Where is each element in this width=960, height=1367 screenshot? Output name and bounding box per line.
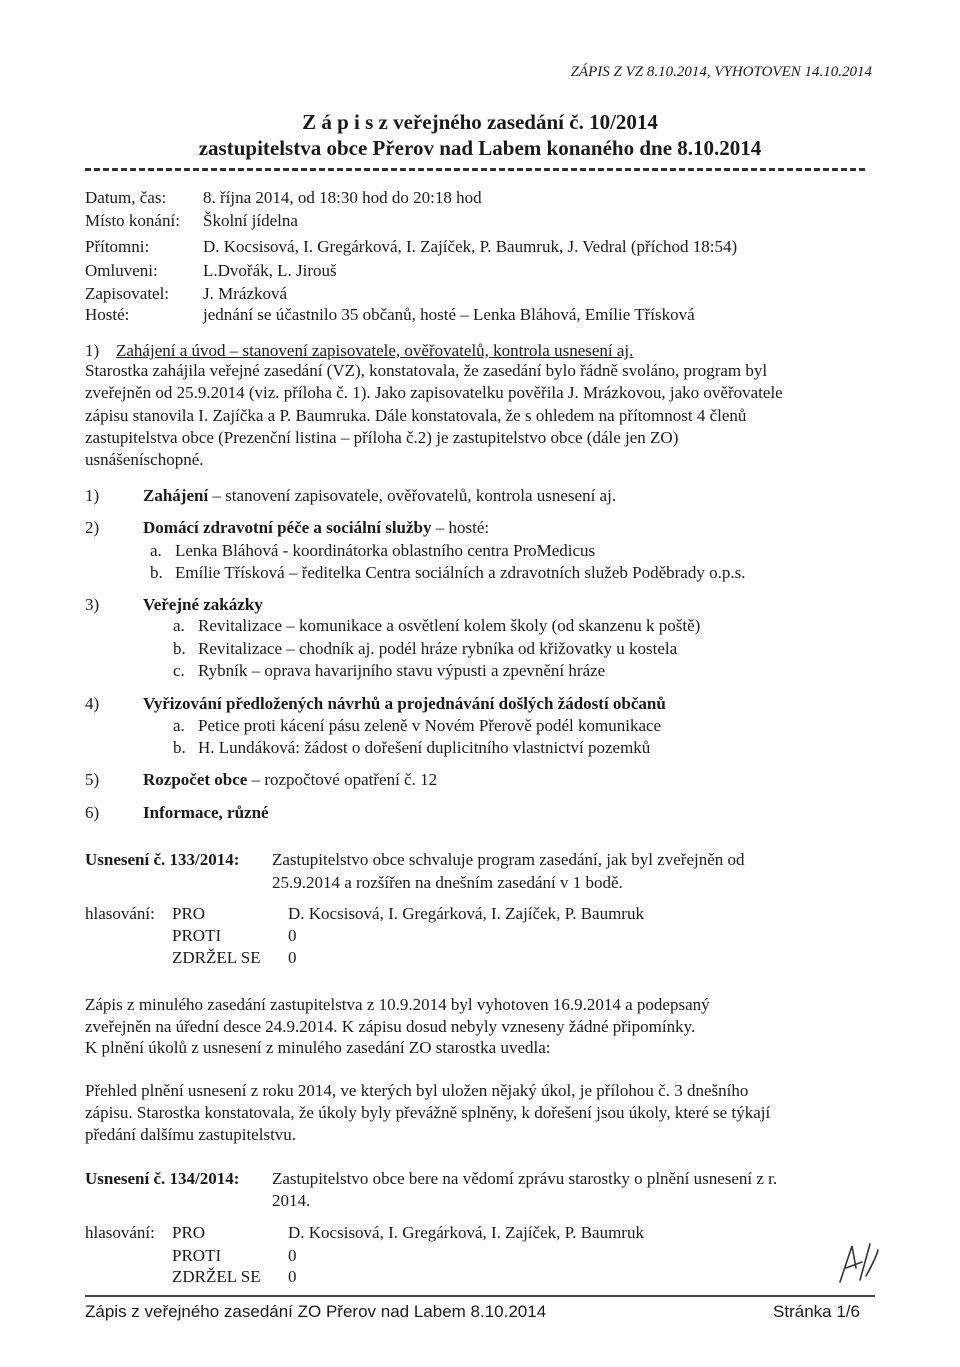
title-divider [85,168,865,171]
misto-label: Místo konání: [85,211,180,230]
sub-letter: a. [150,541,162,560]
sub-item: Petice proti kácení pásu zeleně v Novém Přerově podél komunikace [198,716,662,735]
program-item-number: 2) [85,518,100,537]
vote-label: hlasování: [85,1223,155,1242]
vote-zdrzel-label: ZDRŽEL SE [172,948,261,967]
pritomni-label: Přítomni: [85,237,150,256]
intro-number: 1) [85,341,100,360]
intro-line-5: usnášeníschopné. [85,450,204,469]
sub-item: Revitalizace – komunikace a osvětlení kolem školy (od skanzenu k poště) [198,616,701,635]
intro-line-1: Starostka zahájila veřejné zasedání (VZ), konstatovala, že zasedání bylo řádně svoláno, program byl [85,361,768,380]
sub-item: H. Lundáková: žádost o dořešení duplicitního vlastnictví pozemků [198,738,651,757]
vote-label: hlasování: [85,904,155,923]
pritomni-value: D. Kocsisová, I. Gregárková, I. Zajíček, P. Baumruk, J. Vedral (příchod 18:54) [203,237,738,256]
header-note: ZÁPIS Z VZ 8.10.2014, VYHOTOVEN 14.10.2014 [570,64,872,80]
vote-proti-label: PROTI [172,1246,222,1265]
vote-zdrzel-value: 0 [288,948,297,967]
datum-value: 8. října 2014, od 18:30 hod do 20:18 hod [203,188,482,207]
footer-title: Zápis z veřejného zasedání ZO Přerov nad Labem 8.10.2014 [85,1302,547,1321]
program-item-number: 6) [85,803,100,822]
vote-zdrzel-value: 0 [288,1267,297,1286]
intro-heading: Zahájení a úvod – stanovení zapisovatele, ověřovatelů, kontrola usnesení aj. [116,341,634,360]
page-number: Stránka 1/6 [773,1302,860,1321]
resolution-text-line-1: Zastupitelstvo obce schvaluje program zasedání, jak byl zveřejněn od [272,850,745,869]
program-item-number: 4) [85,694,100,713]
sub-item: Revitalizace – chodník aj. podél hráze rybníka od křižovatky u kostela [198,639,678,658]
program-item-1: Zahájení – stanovení zapisovatele, ověřovatelů, kontrola usnesení aj. [143,486,617,505]
previous-minutes-line-2: zveřejněn na úřední desce 24.9.2014. K zápisu dosud nebyly vzneseny žádné připomínky. [85,1017,696,1036]
previous-minutes-line-1: Zápis z minulého zasedání zastupitelstva z 10.9.2014 byl vyhotoven 16.9.2014 a podepsaný [85,995,710,1014]
previous-minutes-line-3: K plnění úkolů z usnesení z minulého zasedání ZO starostka uvedla: [85,1038,551,1057]
vote-pro-value: D. Kocsisová, I. Gregárková, I. Zajíček, P. Baumruk [288,1223,644,1242]
program-item-3: Veřejné zakázky [143,595,263,614]
document-title: Z á p i s z veřejného zasedání č. 10/2014 [302,110,658,134]
program-item-number: 1) [85,486,100,505]
sub-letter: b. [173,738,186,757]
zapisovatel-label: Zapisovatel: [85,284,170,303]
sub-letter: b. [173,639,186,658]
overview-line-1: Přehled plnění usnesení z roku 2014, ve kterých byl uložen nějaký úkol, je přílohou č. 3 dnešního [85,1081,749,1100]
datum-label: Datum, čas: [85,188,167,207]
vote-proti-label: PROTI [172,926,222,945]
zapisovatel-value: J. Mrázková [203,284,288,303]
footer-divider [85,1295,875,1297]
hoste-label: Hosté: [85,305,130,324]
omluveni-value: L.Dvořák, L. Jirouš [203,261,337,280]
resolution-label: Usnesení č. 134/2014: [85,1169,240,1188]
program-item-4: Vyřizování předložených návrhů a projednávání došlých žádostí občanů [143,694,666,713]
resolution-label: Usnesení č. 133/2014: [85,850,240,869]
signature-initials [836,1238,882,1288]
program-item-2: Domácí zdravotní péče a sociální služby – hosté: [143,518,490,537]
misto-value: Školní jídelna [203,211,298,230]
omluveni-label: Omluveni: [85,261,158,280]
resolution-text-line-1: Zastupitelstvo obce bere na vědomí zprávu starostky o plnění usnesení z r. [272,1169,778,1188]
sub-item: Rybník – oprava havarijního stavu výpusti a zpevnění hráze [198,661,606,680]
program-item-6: Informace, různé [143,803,269,822]
vote-proti-value: 0 [288,1246,297,1265]
intro-line-4: zastupitelstva obce (Prezenční listina – příloha č.2) je zastupitelstvo obce (dále jen ZO) [85,428,679,447]
program-item-5: Rozpočet obce – rozpočtové opatření č. 12 [143,770,438,789]
resolution-text-line-2: 25.9.2014 a rozšířen na dnešním zasedání v 1 bodě. [272,873,623,892]
sub-letter: a. [173,616,185,635]
sub-letter: a. [173,716,185,735]
resolution-text-line-2: 2014. [272,1191,311,1210]
vote-pro-label: PRO [172,904,206,923]
vote-proti-value: 0 [288,926,297,945]
overview-line-2: zápisu. Starostka konstatovala, že úkoly byly převážně splněny, k dořešení jsou úkoly, které se týkají [85,1103,771,1122]
sub-item: Emílie Třísková – ředitelka Centra sociálních a zdravotních služeb Poděbrady o.p.s. [175,563,746,582]
vote-pro-label: PRO [172,1223,206,1242]
program-item-number: 3) [85,595,100,614]
intro-line-2: zveřejněn od 25.9.2014 (viz. příloha č. 1). Jako zapisovatelku pověřila J. Mrázkovou, jako ověřovatele [85,383,783,402]
hoste-value: jednání se účastnilo 35 občanů, hosté – Lenka Bláhová, Emílie Třísková [203,305,695,324]
vote-pro-value: D. Kocsisová, I. Gregárková, I. Zajíček, P. Baumruk [288,904,644,923]
program-item-number: 5) [85,770,100,789]
overview-line-3: předání dalšímu zastupitelstvu. [85,1125,297,1144]
intro-line-3: zápisu stanovila I. Zajíčka a P. Baumruka. Dále konstatovala, že s ohledem na přítomnost 4 členů [85,406,747,425]
vote-zdrzel-label: ZDRŽEL SE [172,1267,261,1286]
document-subtitle: zastupitelstva obce Přerov nad Labem konaného dne 8.10.2014 [198,136,762,160]
sub-letter: c. [173,661,185,680]
sub-letter: b. [150,563,163,582]
sub-item: Lenka Bláhová - koordinátorka oblastního centra ProMedicus [175,541,596,560]
